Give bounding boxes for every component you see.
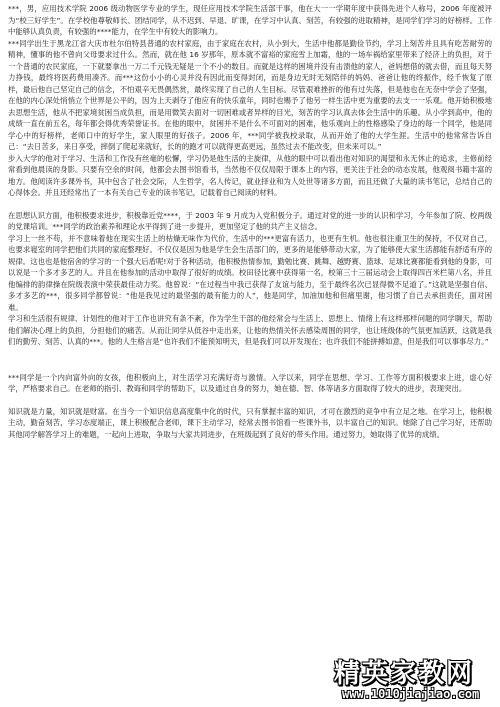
paragraph-6: 学习和生活很有规律、计划性的他对于工作也讲究有条不紊，作为学生干部的他经常会与生活上、思想上、情绪上有这样那样问题的同学聊天，帮助他们解决心理上的负担，分担他们的痛苦。从而让同学从低谷中走出来，让他的热情关怀去感染周围的同学，也让班级体的气氛更加活跃，这就是我们的勤劳、刻苦、认真的***。他的人生格言是“也许我们不能预知明天，但是我们可以开发现在；也许我们不能拼搏如意，但是我们可以事事尽力。” [8, 314, 492, 346]
paragraph-1: ***，男，应用技术学院 2006 级动物医学专业的学生，现任应用技术学院生活部干事，他在大一一学期年度中获得先进个人称号，2006 年度被评为“校三好学生”。在学校他尊敬师长、团结同学，从不迟到、早退、旷课，在学习中认真、刻苦，有较强的进取精神，是同学们学习的好榜样。工作中能够认真负责，有较强的****能力，在学生中有较大的影响力。 [8, 4, 492, 36]
paragraph-7: ***同学是一个内向富外向的女孩，他积极向上，对生活学习充满好奇与激情。入学以来，同学在思想、学习、工作等方面积极要求上进，虚心好学，严格要求自己。在老师的指引、教诲和同学的帮助下，以及通过自身的努力，她在德、智、体等诸多方面取得了较大的进步，表现突出。 [8, 372, 492, 393]
paragraph-2: ***同学出生于黑龙江省大庆市杜尔伯特县普通的农村家庭，由于家庭在农村，从小到大，生活中他都是勤俭节约，学习上刻苦并且具有吃苦耐劳的精神，懂事的他不曾向父母要求过什么。然而，就在他 16 岁那年，原本就不富裕的家庭雪上加霜，他的一场车祸给家里带来了经济上的负担，对于一个普通的农民家庭，一下就要拿出一万二千元钱无疑是一个不小的数目。而就是这样的困境并没有击溃他的家人，爸妈想借的就去借，而且每天努力挣钱，最终将医药费用凑齐。而***这份小小的心灵并没有因此而变得封闭，而是身边无时无刻陪伴的妈妈、爸爸让他的终振作，经千恢复了原样，最后他自己坚定自己的信念，不怕艰辛无畏偶然赏，最终实现了自己的人生目标。尽管艰难挫折的他有过失落，但是他也在无奈中学会了坚强，在他的内心深处悄悄立个世界是公平的，因为上天剥夺了他应有的快乐童年，同时也赐予了他另一样生活中更为重要的去支一一乐观。他开始积极地去思想生活，他从不把家境贫困当成负担，而是用微笑去面对一切困难或者异样的目光，刻苦的学习认真去体会生活中的乐趣。从小学到高中，他的成绩一直在前五名，每年都会得优秀荣誉证书。在他的眼中，贫困并不是什么不可面对的困难，他乐观向上的性格感染了身边的每一个同学，他是同学心中的好榜样，老师口中的好学生，家人眼里的好孩子。2006 年，***同学被我校录取，从而开始了他的大学生涯。生活中的他常常告诉自己：“去日苦多，来日享受，摔倒了爬起来就好，长的的跑才可以就得更高更远，虽然过去不能改变，但未来可以。” [8, 38, 492, 151]
paragraph-5: 学习上一丝不苟，并不意味着他在现实生活上的枯燥无味作为代价，生活中的***更富有活力，也更有生机。他也很注重卫生的保持，不仅对自己，也要求寝室的同学把他们共同的家庭整理好。不仅仅是因为他是学生会生活部门的，更多的是能够带动大家，为了能够使大家生活都能有舒适有序的规律。这也也是他宿舍的学习的一个强大后盾呢!对于各种活动，他积极热情参加，勤勉比赛、跳舞、越野赛、篮球、足球比赛都能看到他的身影，可以说是一个多才多艺的人。并且在他参加的活动中取得了很好的成绩。校田径比赛中获得第一名，校第三十三届运动会上取得四百米栏第八名，并且他编排的韵律操在院级表演中荣获最佳动力奖。他曾说：“在过程当中我已获得了友谊与能力，至于最终名次已显得微不足道了。”这就是坚强自信、多才多艺的***，很多同学都曾说：“他是我见过的最坚强的最有能力的人”，他是同学，加油加他和但痛里谢，他习惯了自己去承担责任，面对困难。 [8, 233, 492, 312]
paragraph-4: 在思想认识方面，他积极要求进步，积极靠近党****，于 2003 年 9 月成为入党积极分子。通过对党的进一步的认识和学习，今年参加了院、校两级的党课培训。***同学的政治素养和理论水平得到了进一步提升，更加坚定了他的共产主义信念。 [8, 210, 492, 231]
paragraph-gap [8, 395, 492, 406]
watermark-url: www.1010jiajiao.com [342, 687, 480, 701]
paragraph-3: 步入大学的他对于学习、生活和工作没有丝毫的松懈，学习仍是他生活的主旋律，从他的眼中可以看出他对知识的渴望和永无休止的追求，主修前经常看到他晨读的身影。只要有空余的时间，他都会去图书馆看书，当然他不仅仅局限于课本上的内容，更关注于社会的动态发展，他观阅书籍丰富的地方。他阅读许多课外书，其中包含了社会交际，人生哲学，名人传记，就业择业和为人处世等诸多方面，而且还做了大量的读书笔记，总结自己的心得体会。并且还经常出了一本有关自己专业的读书笔记，记载着自己阅读的材料。 [8, 153, 492, 197]
site-watermark [328, 653, 496, 705]
paragraph-8: 知识就是力量，知识就是财富。在当今一个知识信息高度集中化的时代，只有掌握丰富的知识，才可在激烈的竞争中有立足之地。在学习上，他积极主动，勤奋刻苦，学习态度端正，课上积极配合老师，课下主动学习，经常去图书馆看一些课外书，以丰富自己的知识。她除了自己学习好，还帮助其他同学解答学习上的难题，一起向上进取，争取与大家共同进步，在班级起到了良好的带头作用。通过努力，她取得了优异的成绩。 [8, 406, 492, 439]
paragraph-gap [8, 199, 492, 210]
watermark-title: 精英家教网 [334, 659, 475, 689]
section-gap [8, 348, 492, 372]
